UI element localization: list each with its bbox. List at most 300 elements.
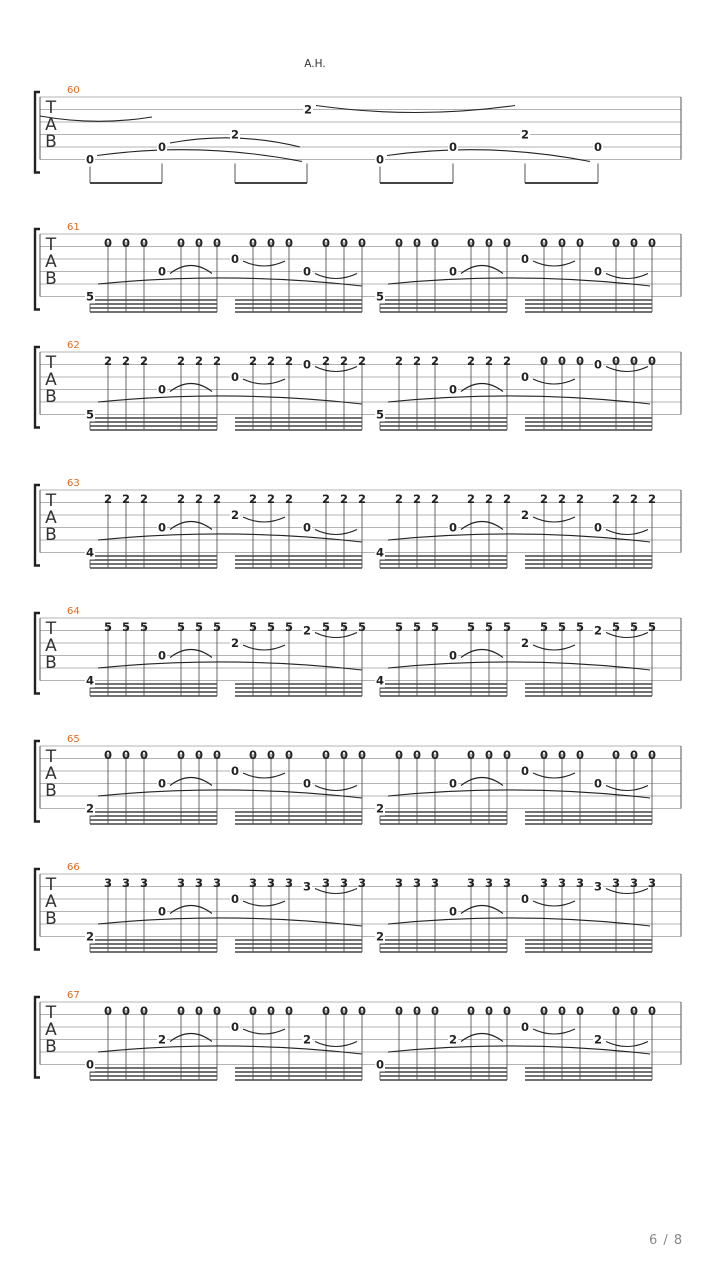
fret-number: 0 bbox=[647, 354, 657, 368]
slur bbox=[461, 266, 503, 274]
fret-number: 3 bbox=[121, 876, 131, 890]
fret-number: 2 bbox=[284, 492, 294, 506]
slur bbox=[243, 379, 285, 384]
fret-number: 2 bbox=[139, 354, 149, 368]
fret-number: 0 bbox=[448, 140, 458, 154]
fret-number: 5 bbox=[611, 620, 621, 634]
slur bbox=[98, 918, 362, 926]
fret-number: 0 bbox=[629, 236, 639, 250]
fret-number: 2 bbox=[357, 354, 367, 368]
fret-number: 0 bbox=[248, 236, 258, 250]
slur bbox=[98, 278, 362, 286]
fret-number: 3 bbox=[539, 876, 549, 890]
fret-number: 5 bbox=[139, 620, 149, 634]
tab-clef-letter: A bbox=[45, 115, 57, 135]
tab-system bbox=[35, 734, 681, 824]
fret-number: 2 bbox=[176, 354, 186, 368]
fret-number: 0 bbox=[339, 1004, 349, 1018]
tab-system bbox=[35, 340, 681, 430]
slur bbox=[606, 786, 648, 791]
fret-number: 0 bbox=[647, 1004, 657, 1018]
fret-number: 5 bbox=[502, 620, 512, 634]
fret-number: 5 bbox=[212, 620, 222, 634]
slur bbox=[315, 274, 357, 279]
slur bbox=[388, 396, 650, 404]
fret-number: 2 bbox=[194, 492, 204, 506]
artificial-harmonic-label: A.H. bbox=[304, 58, 326, 70]
fret-number: 2 bbox=[176, 492, 186, 506]
fret-number: 2 bbox=[121, 492, 131, 506]
fret-number: 0 bbox=[593, 140, 603, 154]
fret-number: 0 bbox=[539, 748, 549, 762]
fret-number: 3 bbox=[194, 876, 204, 890]
tab-clef-letter: B bbox=[45, 387, 57, 407]
fret-number: 2 bbox=[520, 127, 530, 142]
fret-number: 3 bbox=[139, 876, 149, 890]
fret-number: 2 bbox=[248, 354, 258, 368]
fret-number: 5 bbox=[647, 620, 657, 634]
fret-number: 0 bbox=[502, 236, 512, 250]
measure-number: 67 bbox=[67, 990, 80, 1001]
fret-number: 0 bbox=[266, 748, 276, 762]
fret-number: 0 bbox=[230, 1020, 240, 1034]
fret-number: 3 bbox=[430, 876, 440, 890]
system-bracket bbox=[35, 741, 40, 822]
system-bracket bbox=[35, 229, 40, 310]
slur bbox=[170, 384, 212, 392]
tab-clef-letter: T bbox=[45, 235, 57, 255]
slur bbox=[243, 645, 285, 650]
fret-number: 3 bbox=[176, 876, 186, 890]
fret-number: 2 bbox=[557, 492, 567, 506]
slur bbox=[388, 662, 650, 670]
fret-number: 0 bbox=[103, 236, 113, 250]
system-bracket bbox=[35, 869, 40, 950]
tab-system bbox=[35, 478, 681, 568]
fret-number: 5 bbox=[85, 407, 95, 422]
fret-number: 0 bbox=[593, 520, 603, 535]
fret-number: 2 bbox=[303, 102, 313, 117]
fret-number: 3 bbox=[339, 876, 349, 890]
slur bbox=[243, 261, 285, 266]
system-bracket bbox=[35, 92, 40, 173]
fret-number: 0 bbox=[121, 748, 131, 762]
fret-number: 3 bbox=[484, 876, 494, 890]
fret-number: 0 bbox=[284, 748, 294, 762]
slur bbox=[533, 517, 575, 522]
tab-system bbox=[35, 85, 681, 183]
fret-number: 2 bbox=[375, 929, 385, 944]
fret-number: 0 bbox=[157, 140, 167, 154]
fret-number: 0 bbox=[394, 748, 404, 762]
fret-number: 5 bbox=[539, 620, 549, 634]
slur bbox=[98, 396, 362, 404]
slur bbox=[170, 778, 212, 786]
fret-number: 0 bbox=[194, 1004, 204, 1018]
fret-number: 3 bbox=[575, 876, 585, 890]
tab-clef-letter: A bbox=[45, 764, 57, 784]
fret-number: 2 bbox=[394, 492, 404, 506]
fret-number: 2 bbox=[502, 492, 512, 506]
fret-number: 5 bbox=[557, 620, 567, 634]
fret-number: 0 bbox=[557, 236, 567, 250]
slur bbox=[388, 278, 650, 286]
system-bracket bbox=[35, 613, 40, 694]
fret-number: 0 bbox=[611, 748, 621, 762]
fret-number: 0 bbox=[85, 1057, 95, 1072]
fret-number: 0 bbox=[339, 236, 349, 250]
fret-number: 2 bbox=[339, 354, 349, 368]
fret-number: 2 bbox=[520, 636, 530, 650]
fret-number: 0 bbox=[520, 892, 530, 906]
fret-number: 0 bbox=[321, 236, 331, 250]
fret-number: 2 bbox=[85, 929, 95, 944]
slur bbox=[461, 522, 503, 530]
fret-number: 0 bbox=[520, 370, 530, 384]
fret-number: 0 bbox=[611, 354, 621, 368]
fret-number: 3 bbox=[629, 876, 639, 890]
fret-number: 2 bbox=[284, 354, 294, 368]
fret-number: 0 bbox=[575, 748, 585, 762]
system-bracket bbox=[35, 347, 40, 428]
fret-number: 0 bbox=[629, 354, 639, 368]
tab-clef-letter: T bbox=[45, 98, 57, 118]
tab-clef-letter: A bbox=[45, 252, 57, 272]
fret-number: 0 bbox=[448, 520, 458, 535]
fret-number: 2 bbox=[430, 354, 440, 368]
tab-system bbox=[35, 222, 681, 312]
fret-number: 0 bbox=[502, 1004, 512, 1018]
fret-number: 2 bbox=[103, 354, 113, 368]
tab-system bbox=[35, 606, 681, 696]
fret-number: 0 bbox=[85, 152, 95, 167]
tab-clef-letter: T bbox=[45, 619, 57, 639]
fret-number: 0 bbox=[557, 354, 567, 368]
slur bbox=[388, 534, 650, 542]
tab-clef-letter: B bbox=[45, 132, 57, 152]
slur bbox=[461, 384, 503, 392]
slur bbox=[98, 1046, 362, 1054]
tab-clef-letter: A bbox=[45, 636, 57, 656]
measure-number: 61 bbox=[67, 222, 80, 233]
fret-number: 0 bbox=[575, 236, 585, 250]
system-bracket bbox=[35, 485, 40, 566]
fret-number: 2 bbox=[611, 492, 621, 506]
tab-clef-letter: B bbox=[45, 269, 57, 289]
fret-number: 3 bbox=[302, 879, 312, 894]
fret-number: 3 bbox=[357, 876, 367, 890]
fret-number: 5 bbox=[375, 289, 385, 304]
fret-number: 5 bbox=[466, 620, 476, 634]
fret-number: 2 bbox=[629, 492, 639, 506]
fret-number: 3 bbox=[103, 876, 113, 890]
notes bbox=[85, 492, 656, 568]
fret-number: 2 bbox=[375, 801, 385, 816]
fret-number: 0 bbox=[557, 748, 567, 762]
notes bbox=[85, 876, 656, 952]
fret-number: 0 bbox=[266, 236, 276, 250]
tab-systems bbox=[35, 85, 681, 1080]
fret-number: 2 bbox=[266, 492, 276, 506]
fret-number: 0 bbox=[448, 776, 458, 791]
fret-number: 0 bbox=[448, 264, 458, 279]
fret-number: 0 bbox=[629, 748, 639, 762]
fret-number: 2 bbox=[212, 492, 222, 506]
fret-number: 0 bbox=[394, 236, 404, 250]
fret-number: 5 bbox=[121, 620, 131, 634]
measure-number: 65 bbox=[67, 734, 80, 745]
tab-clef-letter: B bbox=[45, 525, 57, 545]
fret-number: 0 bbox=[647, 748, 657, 762]
tab-clef-letter: A bbox=[45, 508, 57, 528]
slur bbox=[315, 530, 357, 535]
fret-number: 2 bbox=[302, 1032, 312, 1047]
fret-number: 0 bbox=[357, 1004, 367, 1018]
fret-number: 2 bbox=[448, 1032, 458, 1047]
fret-number: 0 bbox=[139, 1004, 149, 1018]
slur bbox=[461, 778, 503, 786]
fret-number: 0 bbox=[302, 520, 312, 535]
slur bbox=[243, 1029, 285, 1034]
slur bbox=[170, 266, 212, 274]
fret-number: 0 bbox=[302, 776, 312, 791]
fret-number: 2 bbox=[194, 354, 204, 368]
fret-number: 2 bbox=[321, 354, 331, 368]
slur bbox=[243, 517, 285, 522]
tab-clef-letter: T bbox=[45, 491, 57, 511]
fret-number: 0 bbox=[430, 1004, 440, 1018]
fret-number: 4 bbox=[375, 673, 385, 688]
fret-number: 2 bbox=[466, 492, 476, 506]
fret-number: 0 bbox=[539, 236, 549, 250]
fret-number: 0 bbox=[176, 748, 186, 762]
page-number: 6 / 8 bbox=[649, 1233, 684, 1248]
tab-clef-letter: A bbox=[45, 370, 57, 390]
tab-clef-letter: B bbox=[45, 781, 57, 801]
fret-number: 0 bbox=[212, 1004, 222, 1018]
fret-number: 2 bbox=[357, 492, 367, 506]
fret-number: 0 bbox=[484, 236, 494, 250]
fret-number: 4 bbox=[375, 545, 385, 560]
fret-number: 2 bbox=[484, 354, 494, 368]
fret-number: 0 bbox=[448, 382, 458, 397]
tab-clef-letter: T bbox=[45, 747, 57, 767]
notes bbox=[85, 1004, 656, 1080]
fret-number: 3 bbox=[611, 876, 621, 890]
slur bbox=[533, 773, 575, 778]
fret-number: 0 bbox=[157, 648, 167, 663]
fret-number: 0 bbox=[157, 776, 167, 791]
fret-number: 0 bbox=[248, 748, 258, 762]
slur bbox=[170, 650, 212, 658]
fret-number: 0 bbox=[466, 748, 476, 762]
fret-number: 2 bbox=[121, 354, 131, 368]
fret-number: 5 bbox=[266, 620, 276, 634]
fret-number: 0 bbox=[484, 748, 494, 762]
fret-number: 0 bbox=[520, 1020, 530, 1034]
fret-number: 0 bbox=[593, 264, 603, 279]
fret-number: 0 bbox=[284, 1004, 294, 1018]
fret-number: 0 bbox=[176, 1004, 186, 1018]
fret-number: 2 bbox=[212, 354, 222, 368]
fret-number: 0 bbox=[412, 748, 422, 762]
fret-number: 0 bbox=[194, 236, 204, 250]
fret-number: 3 bbox=[647, 876, 657, 890]
fret-number: 4 bbox=[85, 545, 95, 560]
fret-number: 5 bbox=[321, 620, 331, 634]
fret-number: 0 bbox=[448, 904, 458, 919]
fret-number: 0 bbox=[157, 904, 167, 919]
fret-number: 5 bbox=[248, 620, 258, 634]
fret-number: 0 bbox=[157, 264, 167, 279]
notes bbox=[85, 620, 656, 696]
fret-number: 2 bbox=[266, 354, 276, 368]
fret-number: 0 bbox=[139, 236, 149, 250]
tab-clef-letter: T bbox=[45, 1003, 57, 1023]
fret-number: 2 bbox=[230, 508, 240, 522]
slur bbox=[533, 645, 575, 650]
fret-number: 2 bbox=[520, 508, 530, 522]
tab-clef-letter: B bbox=[45, 909, 57, 929]
fret-number: 2 bbox=[575, 492, 585, 506]
tab-clef-letter: B bbox=[45, 1037, 57, 1057]
fret-number: 0 bbox=[375, 1057, 385, 1072]
fret-number: 2 bbox=[230, 636, 240, 650]
fret-number: 2 bbox=[248, 492, 258, 506]
fret-number: 0 bbox=[520, 252, 530, 266]
fret-number: 0 bbox=[394, 1004, 404, 1018]
fret-number: 5 bbox=[430, 620, 440, 634]
fret-number: 0 bbox=[266, 1004, 276, 1018]
measure-number: 63 bbox=[67, 478, 80, 489]
fret-number: 3 bbox=[557, 876, 567, 890]
fret-number: 0 bbox=[339, 748, 349, 762]
fret-number: 0 bbox=[539, 354, 549, 368]
fret-number: 0 bbox=[647, 236, 657, 250]
fret-number: 0 bbox=[230, 764, 240, 778]
fret-number: 5 bbox=[484, 620, 494, 634]
fret-number: 0 bbox=[230, 892, 240, 906]
fret-number: 0 bbox=[321, 1004, 331, 1018]
slur bbox=[170, 522, 212, 530]
slur bbox=[170, 906, 212, 914]
fret-number: 0 bbox=[466, 1004, 476, 1018]
fret-number: 0 bbox=[103, 748, 113, 762]
fret-number: 2 bbox=[593, 1032, 603, 1047]
fret-number: 5 bbox=[375, 407, 385, 422]
fret-number: 0 bbox=[194, 748, 204, 762]
slur bbox=[461, 906, 503, 914]
slur bbox=[315, 1042, 357, 1047]
fret-number: 2 bbox=[85, 801, 95, 816]
fret-number: 3 bbox=[248, 876, 258, 890]
measure-number: 62 bbox=[67, 340, 80, 351]
fret-number: 2 bbox=[593, 623, 603, 638]
fret-number: 0 bbox=[412, 1004, 422, 1018]
fret-number: 3 bbox=[412, 876, 422, 890]
tab-clef-letter: T bbox=[45, 875, 57, 895]
fret-number: 0 bbox=[157, 382, 167, 397]
fret-number: 0 bbox=[502, 748, 512, 762]
slur bbox=[243, 773, 285, 778]
fret-number: 5 bbox=[394, 620, 404, 634]
fret-number: 0 bbox=[484, 1004, 494, 1018]
measure-number: 64 bbox=[67, 606, 80, 617]
notes bbox=[85, 748, 656, 824]
fret-number: 0 bbox=[539, 1004, 549, 1018]
slur bbox=[533, 261, 575, 266]
fret-number: 5 bbox=[412, 620, 422, 634]
slur bbox=[461, 1034, 503, 1042]
slur bbox=[533, 379, 575, 384]
fret-number: 0 bbox=[611, 1004, 621, 1018]
fret-number: 0 bbox=[593, 776, 603, 791]
fret-number: 2 bbox=[321, 492, 331, 506]
fret-number: 5 bbox=[103, 620, 113, 634]
fret-number: 2 bbox=[430, 492, 440, 506]
fret-number: 0 bbox=[375, 152, 385, 167]
fret-number: 2 bbox=[412, 492, 422, 506]
fret-number: 2 bbox=[394, 354, 404, 368]
slur bbox=[315, 786, 357, 791]
slur bbox=[98, 662, 362, 670]
fret-number: 5 bbox=[176, 620, 186, 634]
fret-number: 2 bbox=[647, 492, 657, 506]
fret-number: 3 bbox=[321, 876, 331, 890]
fret-number: 0 bbox=[448, 648, 458, 663]
tab-clef-letter: A bbox=[45, 1020, 57, 1040]
fret-number: 3 bbox=[284, 876, 294, 890]
notes bbox=[85, 236, 656, 312]
fret-number: 5 bbox=[575, 620, 585, 634]
fret-number: 5 bbox=[284, 620, 294, 634]
fret-number: 0 bbox=[157, 520, 167, 535]
fret-number: 0 bbox=[520, 764, 530, 778]
tab-clef-letter: T bbox=[45, 353, 57, 373]
fret-number: 0 bbox=[575, 1004, 585, 1018]
fret-number: 0 bbox=[248, 1004, 258, 1018]
fret-number: 4 bbox=[85, 673, 95, 688]
fret-number: 5 bbox=[629, 620, 639, 634]
fret-number: 2 bbox=[302, 623, 312, 638]
fret-number: 0 bbox=[212, 236, 222, 250]
fret-number: 2 bbox=[339, 492, 349, 506]
fret-number: 2 bbox=[139, 492, 149, 506]
fret-number: 0 bbox=[629, 1004, 639, 1018]
fret-number: 0 bbox=[321, 748, 331, 762]
slur bbox=[606, 274, 648, 279]
slur bbox=[606, 530, 648, 535]
fret-number: 5 bbox=[85, 289, 95, 304]
slur bbox=[388, 1046, 650, 1054]
slur bbox=[533, 1029, 575, 1034]
fret-number: 2 bbox=[412, 354, 422, 368]
slur bbox=[98, 534, 362, 542]
fret-number: 0 bbox=[302, 264, 312, 279]
slur bbox=[388, 790, 650, 798]
fret-number: 0 bbox=[230, 252, 240, 266]
fret-number: 2 bbox=[230, 127, 240, 142]
fret-number: 0 bbox=[611, 236, 621, 250]
slur bbox=[388, 918, 650, 926]
fret-number: 0 bbox=[412, 236, 422, 250]
fret-number: 3 bbox=[502, 876, 512, 890]
slur bbox=[170, 1034, 212, 1042]
fret-number: 3 bbox=[212, 876, 222, 890]
fret-number: 3 bbox=[394, 876, 404, 890]
fret-number: 2 bbox=[157, 1032, 167, 1047]
tab-system bbox=[35, 862, 681, 952]
